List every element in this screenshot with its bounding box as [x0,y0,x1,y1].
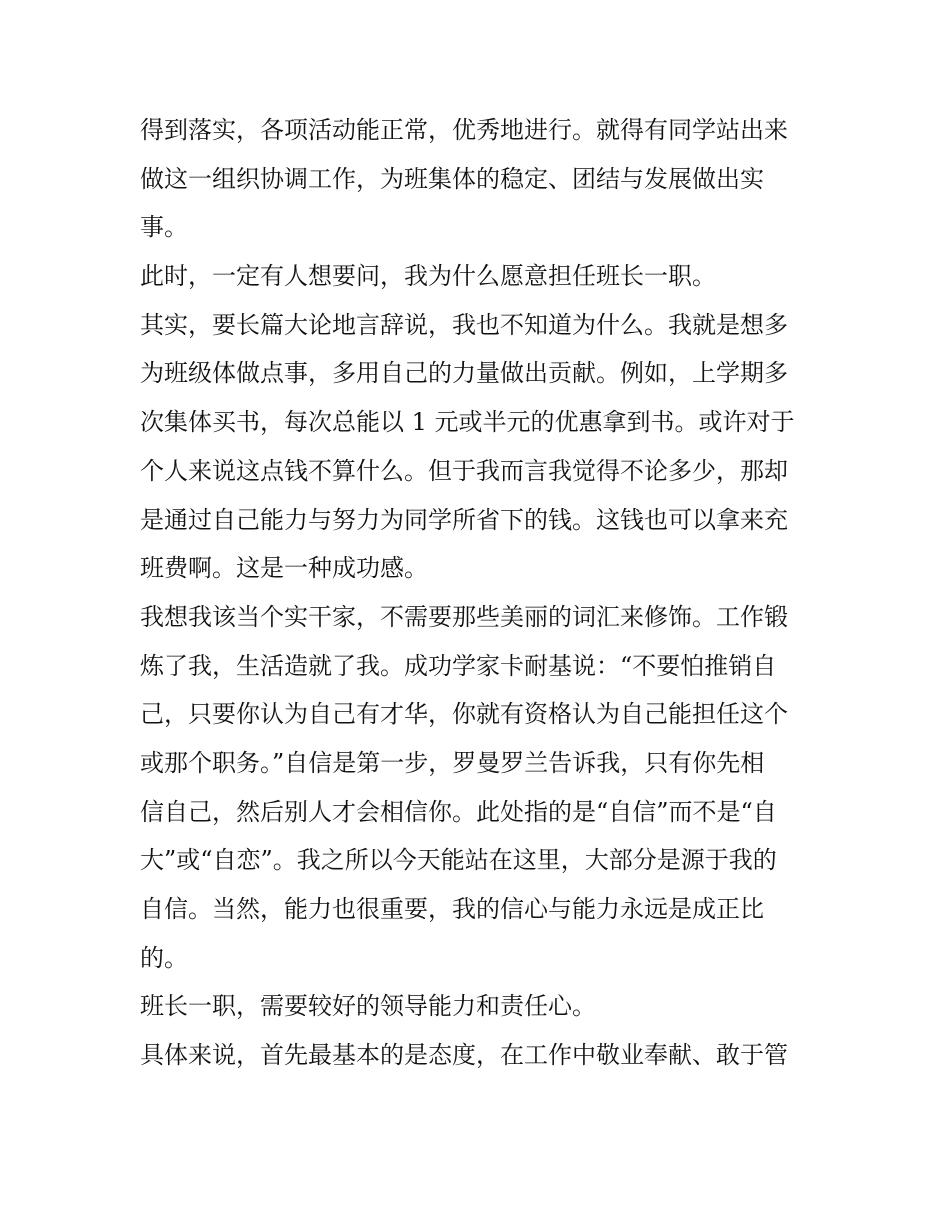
text-line: 炼了我，生活造就了我。成功学家卡耐基说：“不要怕推销自 [140,651,777,680]
text-line: 是通过自己能力与努力为同学所省下的钱。这钱也可以拿来充 [140,505,788,534]
text-line: 我想我该当个实干家，不需要那些美丽的词汇来修饰。工作锻 [140,602,788,631]
text-line: 大”或“自恋”。我之所以今天能站在这里，大部分是源于我的 [140,846,777,875]
text-line: 或那个职务。”自信是第一步，罗曼罗兰告诉我，只有你先相 [140,748,765,777]
document-body [140,106,820,1080]
text-line: 自信。当然，能力也很重要，我的信心与能力永远是成正比 [140,895,764,923]
text-line: 为班级体做点事，多用自己的力量做出贡献。例如，上学期多 [140,359,788,388]
text-line: 信自己，然后别人才会相信你。此处指的是“自信”而不是“自 [140,797,777,826]
text-line: 做这一组织协调工作，为班集体的稳定、团结与发展做出实 [140,164,764,193]
text-line: 个人来说这点钱不算什么。但于我而言我觉得不论多少，那却 [140,456,788,485]
text-line: 班费啊。这是一种成功感。 [140,554,428,583]
text-line: 己，只要你认为自己有才华，你就有资格认为自己能担任这个 [140,700,788,729]
text-line: 此时，一定有人想要问，我为什么愿意担任班长一职。 [140,262,716,291]
text-line: 的。 [140,943,188,972]
text-line: 具体来说，首先最基本的是态度，在工作中敬业奉献、敢于管 [140,1041,788,1070]
text-line: 班长一职，需要较好的领导能力和责任心。 [140,992,596,1021]
text-line: 事。 [140,213,188,242]
text-line: 其实，要长篇大论地言辞说，我也不知道为什么。我就是想多 [140,310,788,339]
text-line: 次集体买书，每次总能以 1 元或半元的优惠拿到书。或许对于 [140,408,795,437]
text-line: 得到落实，各项活动能正常，优秀地进行。就得有同学站出来 [140,116,788,144]
